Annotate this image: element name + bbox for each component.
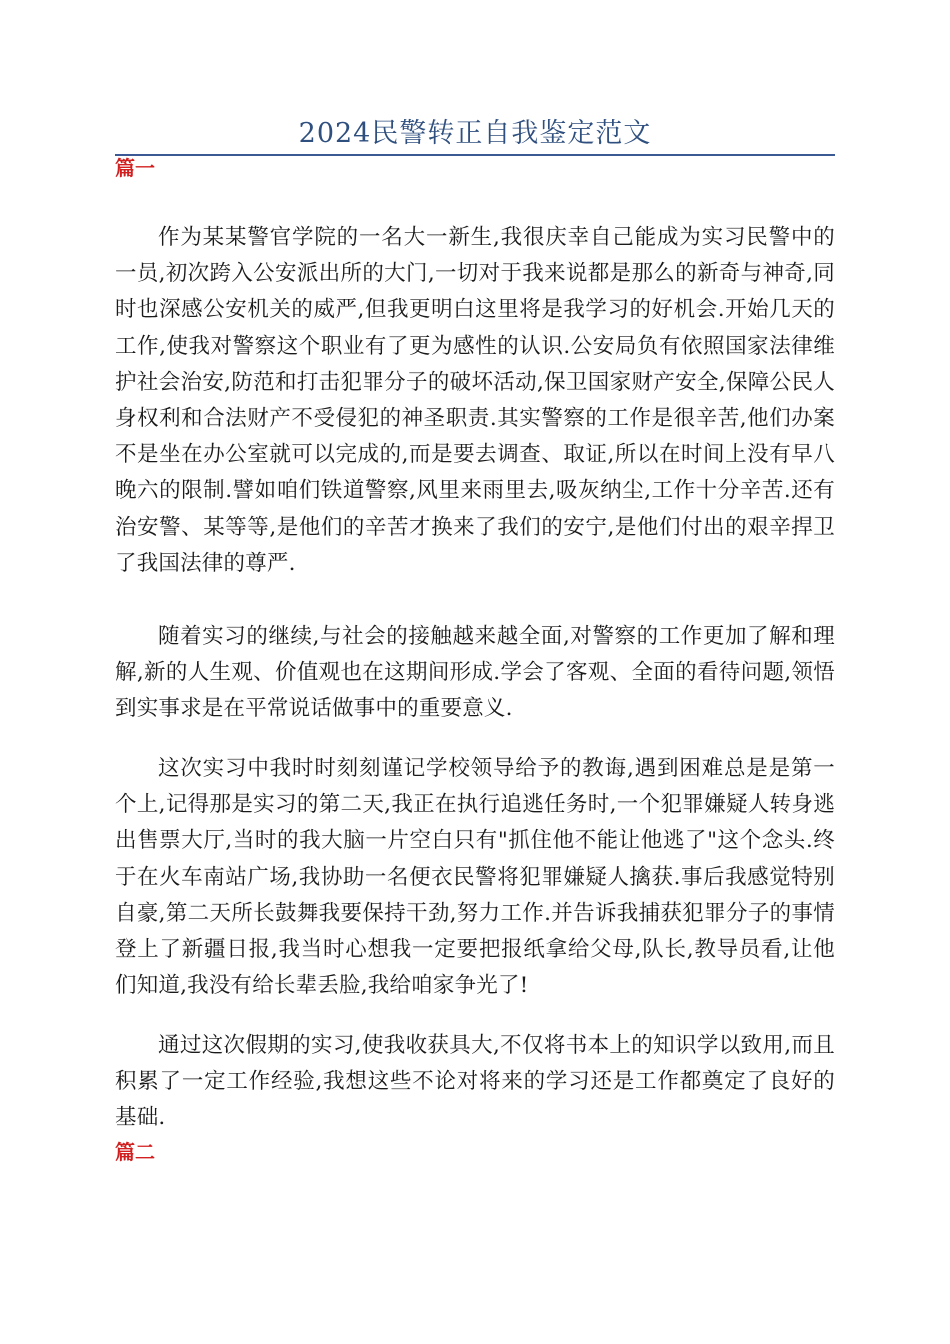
title-underline <box>115 154 835 156</box>
paragraph-2: 随着实习的继续,与社会的接触越来越全面,对警察的工作更加了解和理解,新的人生观、价值观也在这期间形成.学会了客观、全面的看待问题,领悟到实事求是在平常说话做事中的重要意义. <box>115 624 835 722</box>
section-heading-1: 篇一 <box>115 156 155 180</box>
paragraph-3: 这次实习中我时时刻刻谨记学校领导给予的教诲,遇到困难总是是第一个上,记得那是实习的第二天,我正在执行追逃任务时,一个犯罪嫌疑人转身逃出售票大厅,当时的我大脑一片空白只有"抓住他不能让他逃了"这个念头.终于在火车南站广场,我协助一名便衣民警将犯罪嫌疑人擒获.事后我感觉特别自豪,第二天所长鼓舞我要保持干劲,努力工作.并告诉我捕获犯罪分子的事情登上了新疆日报,我当时心想我一定要把报纸拿给父母,队长,教导员看,让他们知道,我没有给长辈丢脸,我给咱家争光了! <box>115 756 835 999</box>
document-title: 2024民警转正自我鉴定范文 <box>298 118 652 149</box>
paragraph-1: 作为某某警官学院的一名大一新生,我很庆幸自己能成为实习民警中的一员,初次跨入公安派出所的大门,一切对于我来说都是那么的新奇与神奇,同时也深感公安机关的威严,但我更明白这里将是我学习的好机会.开始几天的工作,使我对警察这个职业有了更为感性的认识.公安局负有依照国家法律维护社会治安,防范和打击犯罪分子的破坏活动,保卫国家财产安全,保障公民人身权利和合法财产不受侵犯的神圣职责.其实警察的工作是很辛苦,他们办案不是坐在办公室就可以完成的,而是要去调查、取证,所以在时间上没有早八晚六的限制.譬如咱们铁道警察,风里来雨里去,吸灰纳尘,工作十分辛苦.还有治安警、某等等,是他们的辛苦才换来了我们的安宁,是他们付出的艰辛捍卫了我国法律的尊严. <box>115 225 835 576</box>
paragraph-4: 通过这次假期的实习,使我收获具大,不仅将书本上的知识学以致用,而且积累了一定工作经验,我想这些不论对将来的学习还是工作都奠定了良好的基础. <box>115 1033 835 1131</box>
section-heading-2: 篇二 <box>115 1140 155 1164</box>
